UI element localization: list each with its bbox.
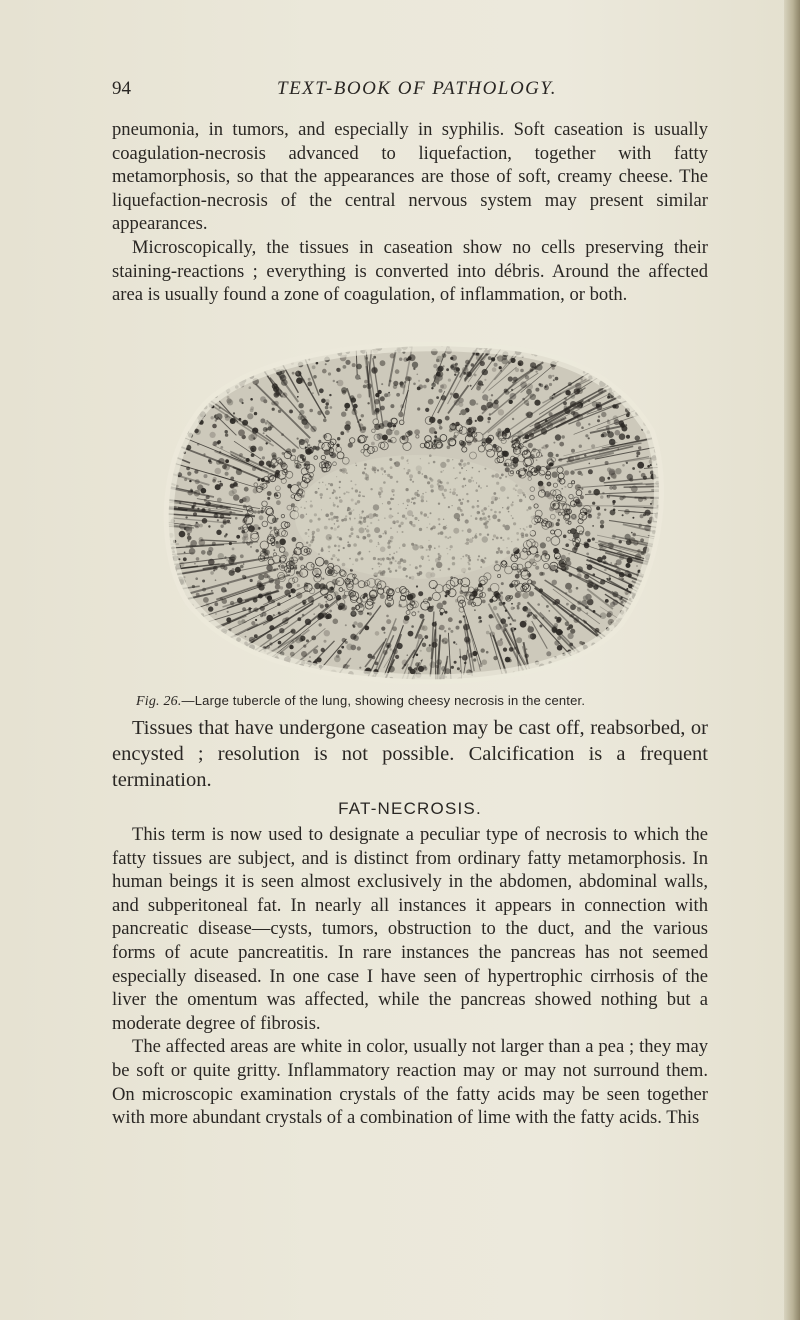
running-header (112, 78, 712, 108)
body-text-middle (112, 716, 708, 793)
page-number: 94 (112, 78, 131, 99)
page-edge-shadow (784, 0, 800, 1320)
body-text-top (112, 118, 708, 307)
paragraph-fat-necrosis-definition: This term is now used to designate a peculiar type of necrosis to which the fatty tissues are subject, and is distinct from ordinary fatty metamorphosis. In human beings it is seen almost exclusively in the abdomen, abdominal walls, and subperitoneal fat. In nearly all instances it appears in connection with pancreatic disease—cysts, tumors, obstruction to the duct, and the various forms of acute pancreatitis. In rare instances the pancreas has not seemed especially diseased. In one case I have seen of hypertrophic cirrhosis of the liver the omentum was affected, while the pancreas showed nothing but a moderate degree of fibrosis. (112, 824, 708, 1034)
figure-label: Fig. 26. (136, 694, 182, 709)
running-title: TEXT-BOOK OF PATHOLOGY. (277, 78, 557, 99)
figure-tubercle (150, 342, 670, 684)
tubercle-illustration (150, 342, 670, 684)
section-heading-fat-necrosis: FAT-NECROSIS. (338, 799, 482, 818)
figure-caption-text: —Large tubercle of the lung, showing cheesy necrosis in the center. (181, 693, 586, 708)
paragraph-microscopic: Microscopically, the tissues in caseation show no cells preserving their staining-reactions ; everything is converted into débris. Around the affected area is usually found a zone of coagulation, of inflammation, or both. (112, 236, 708, 306)
paragraph-caseation-continued: pneumonia, in tumors, and especially in syphilis. Soft caseation is usually coagulation-necrosis advanced to liquefaction, together with fatty metamorphosis, so that the appearances are those of soft, creamy cheese. The liquefaction-necrosis of the central nervous system may present similar appearances. (112, 119, 708, 235)
paragraph-caseation-termination: Tissues that have undergone caseation may be cast off, reabsorbed, or encysted ; resolution is not possible. Calcification is a frequent termination. (112, 717, 708, 791)
figure-caption (136, 693, 736, 710)
paragraph-fat-necrosis-appearance: The affected areas are white in color, usually not larger than a pea ; they may be soft or quite gritty. Inflammatory reaction may or may not surround them. On microscopic examination crystals of the fatty acids may be seen together with more abundant crystals of a combination of lime with the fatty acids. This (112, 1036, 708, 1129)
body-text-fat-necrosis (112, 823, 708, 1130)
